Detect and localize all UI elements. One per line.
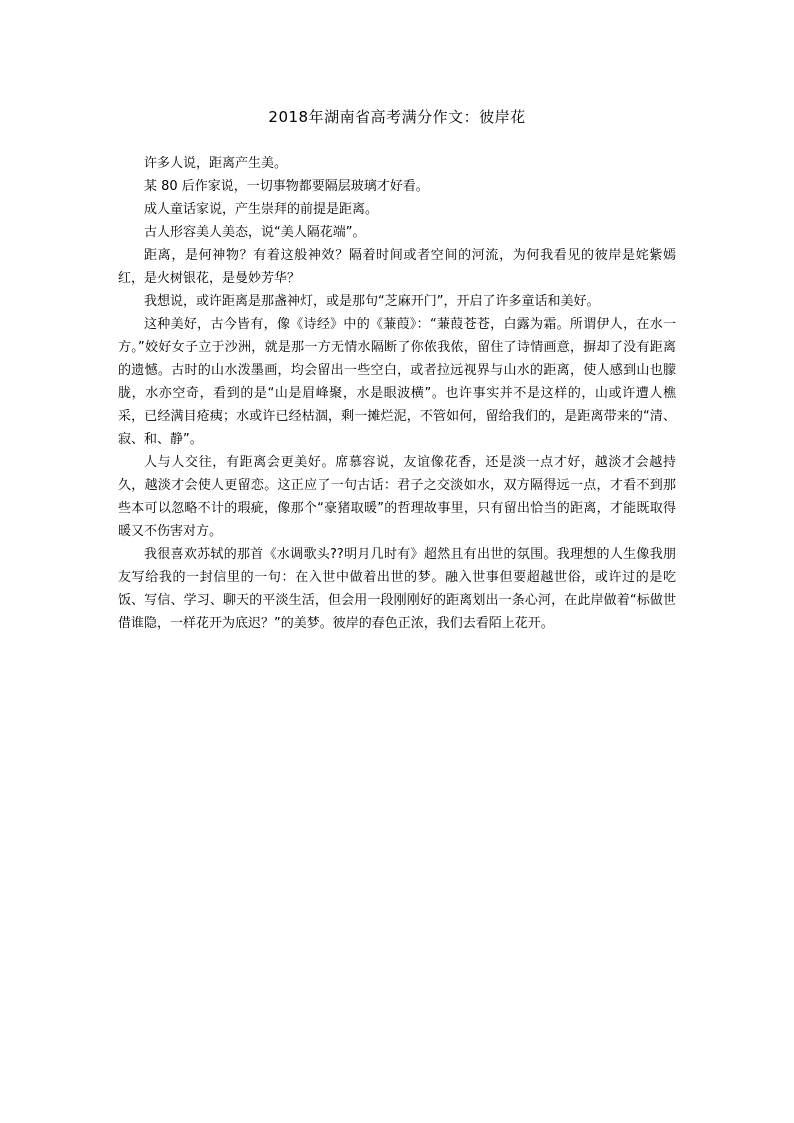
paragraph: 许多人说，距离产生美。 — [144, 156, 288, 171]
document-body — [118, 152, 676, 635]
paragraph: 这种美好，古今皆有，像《诗经》中的《蒹葭》：“蒹葭苍苍，白露为霜。所谓伊人，在水一方。”姣好女子立于沙洲，就是那一方无情水隔断了你侬我侬，留住了诗情画意，摒却了没有距离的遗憾。古时的山水泼墨画，均会留出一些空白，或者拉远视界与山水的距离，使人感到山也朦胧，水亦空奇，看到的是“山是眉峰聚，水是眼波横”。也许事实并不是这样的，山或许遭人樵采，已经满目疮痍；水或许已经枯涸，剩一摊烂泥，不管如何，留给我们的，是距离带来的“清、寂、和、静”。 — [118, 317, 676, 447]
paragraph: 古人形容美人美态，说“美人隔花端”。 — [144, 225, 366, 240]
paragraph: 人与人交往，有距离会更美好。席慕容说，友谊像花香，还是淡一点才好，越淡才会越持久，越淡才会使人更留恋。这正应了一句古话：君子之交淡如水，双方隔得远一点，才看不到那些本可以忽略不计的瑕疵，像那个“豪猪取暖”的哲理故事里，只有留出恰当的距离，才能既取得暖又不伤害对方。 — [118, 455, 676, 539]
paragraph: 我很喜欢苏轼的那首《水调歌头??明月几时有》超然且有出世的氛围。我理想的人生像我朋友写给我的一封信里的一句：在入世中做着出世的梦。融入世事但要超越世俗，或许过的是吃饭、写信、学习、聊天的平淡生活，但会用一段刚刚好的距离划出一条心河，在此岸做着“标做世借谁隐，一样花开为底迟？”的美梦。彼岸的春色正浓，我们去看陌上花开。 — [118, 547, 676, 631]
paragraph: 我想说，或许距离是那盏神灯，或是那句“芝麻开门”，开启了许多童话和美好。 — [144, 294, 600, 309]
paragraph: 距离，是何神物？有着这般神效？隔着时间或者空间的河流，为何我看见的彼岸是姹紫嫣红，是火树银花，是曼妙芳华？ — [118, 248, 676, 286]
document-title: 2018年湖南省高考满分作文：彼岸花 — [268, 108, 526, 126]
paragraph: 某 80 后作家说，一切事物都要隔层玻璃才好看。 — [144, 179, 429, 194]
paragraph: 成人童话家说，产生崇拜的前提是距离。 — [144, 202, 379, 217]
